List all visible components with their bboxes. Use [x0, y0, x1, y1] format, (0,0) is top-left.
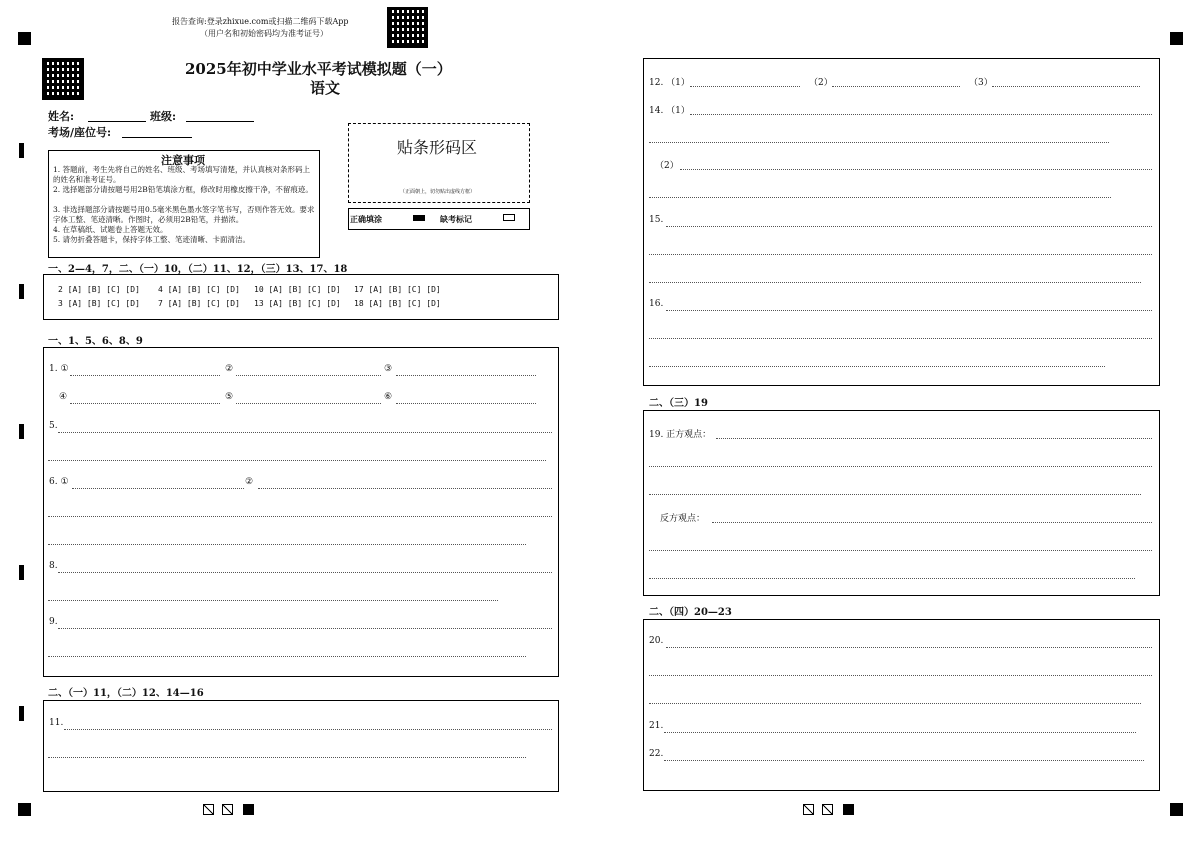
right-box-1 [643, 58, 1160, 386]
answer-line[interactable] [58, 432, 552, 433]
q15-label: 15. [649, 215, 664, 225]
name-label: 姓名: [48, 110, 75, 123]
q14-2-label: （2） [655, 161, 679, 171]
q5-label: 5. [49, 421, 58, 431]
answer-line[interactable] [649, 366, 1105, 367]
q20-label: 20. [649, 636, 664, 646]
barcode-hint: （正面朝上，切勿贴出虚线方框） [400, 189, 476, 195]
answer-line[interactable] [64, 729, 552, 730]
answer-line[interactable] [666, 226, 1152, 227]
q1-blank5-label: ⑤ [225, 392, 234, 402]
answer-line[interactable] [649, 494, 1141, 495]
corner-mark-top-right [1170, 32, 1183, 45]
answer-line[interactable] [70, 375, 220, 376]
footer-mark [222, 804, 233, 815]
answer-line[interactable] [649, 466, 1152, 467]
barcode-title: 贴条形码区 [397, 138, 478, 157]
footer-mark [243, 804, 254, 815]
fill-correct-label: 正确填涂 [350, 214, 382, 224]
answer-line[interactable] [48, 516, 552, 517]
q12-3-label: （3） [969, 78, 993, 88]
choice-box [43, 274, 559, 320]
notes-item: 2. 选择题部分请按题号用2B铅笔填涂方框，修改时用橡皮擦干净，不留痕迹。 [53, 185, 313, 194]
answer-line[interactable] [649, 550, 1152, 551]
answer-line[interactable] [48, 656, 526, 657]
answer-line[interactable] [258, 488, 552, 489]
notes-item: 3. 非选择题部分请按题号用0.5毫米黑色墨水签字笔书写，否则作答无效。要求字体工整、笔迹清晰。作图时，必须用2B铅笔，并描浓。 [53, 205, 315, 224]
section19-title: 二、（三）19 [649, 398, 708, 409]
absent-label: 缺考标记 [440, 214, 472, 224]
room-seat-field[interactable] [122, 137, 192, 138]
notes-item: 5. 请勿折叠答题卡，保持字体工整、笔迹清晰、卡面清洁。 [53, 235, 251, 244]
choice-item[interactable]: 2 [A] [B] [C] [D] [58, 285, 140, 294]
answer-line[interactable] [666, 647, 1152, 648]
q9-label: 9. [49, 617, 58, 627]
footer-mark [803, 804, 814, 815]
answer-line[interactable] [832, 86, 960, 87]
timing-mark [19, 143, 24, 158]
report-notice-line1: 报告查询:登录zhixue.com或扫描二维码下载App [172, 17, 349, 26]
answer-line[interactable] [396, 403, 536, 404]
class-label: 班级: [150, 110, 177, 123]
answer-line[interactable] [690, 114, 1152, 115]
timing-mark [19, 424, 24, 439]
q19-con-label: 反方观点： [660, 514, 706, 524]
q21-label: 21. [649, 721, 664, 731]
exam-subject: 语文 [310, 79, 341, 97]
absent-checkbox[interactable] [503, 214, 515, 221]
notes-title: 注意事项 [161, 154, 205, 167]
q1-label: 1. ① [49, 364, 69, 374]
choice-item[interactable]: 13 [A] [B] [C] [D] [254, 299, 341, 308]
section3-title: 二、（一）11，（二）12、14—16 [48, 688, 204, 699]
answer-line[interactable] [712, 522, 1152, 523]
exam-title: 2025年初中学业水平考试模拟题（一） [185, 60, 452, 78]
footer-mark [843, 804, 854, 815]
choice-item[interactable]: 7 [A] [B] [C] [D] [158, 299, 240, 308]
corner-mark-bottom-right [1170, 803, 1183, 816]
q6-blank2-label: ② [245, 477, 254, 487]
class-field[interactable] [186, 121, 254, 122]
footer-mark [822, 804, 833, 815]
qr-code-icon [42, 58, 84, 100]
right-box-3 [643, 619, 1160, 791]
corner-mark-top-left [18, 32, 31, 45]
answer-line[interactable] [58, 628, 552, 629]
choice-item[interactable]: 3 [A] [B] [C] [D] [58, 299, 140, 308]
answer-line[interactable] [649, 282, 1141, 283]
fill-sample-icon [413, 215, 425, 221]
q14-label: 14. （1） [649, 106, 690, 116]
answer-line[interactable] [716, 438, 1152, 439]
choice-item[interactable]: 17 [A] [B] [C] [D] [354, 285, 441, 294]
answer-line[interactable] [236, 375, 381, 376]
q6-label: 6. ① [49, 477, 69, 487]
footer-mark [203, 804, 214, 815]
q11-label: 11. [49, 718, 64, 728]
q12-label: 12. （1） [649, 78, 690, 88]
room-seat-label: 考场/座位号: [48, 126, 112, 139]
answer-line[interactable] [649, 338, 1152, 339]
answer-line[interactable] [48, 600, 498, 601]
answer-line[interactable] [649, 254, 1152, 255]
choice-item[interactable]: 4 [A] [B] [C] [D] [158, 285, 240, 294]
answer-line[interactable] [70, 403, 220, 404]
answer-line[interactable] [236, 403, 381, 404]
answer-line[interactable] [48, 757, 526, 758]
answer-line[interactable] [649, 197, 1111, 198]
answer-line[interactable] [649, 142, 1109, 143]
q12-2-label: （2） [809, 78, 833, 88]
answer-line[interactable] [649, 675, 1152, 676]
answer-line[interactable] [396, 375, 536, 376]
qr-code-icon [387, 7, 428, 48]
choice-item[interactable]: 10 [A] [B] [C] [D] [254, 285, 341, 294]
choice-section-title: 一、2—4，7，二、（一）10，（二）11、12，（三）13、17、18 [48, 264, 348, 275]
answer-line[interactable] [48, 544, 526, 545]
answer-line[interactable] [664, 732, 1136, 733]
answer-line[interactable] [649, 578, 1135, 579]
choice-item[interactable]: 18 [A] [B] [C] [D] [354, 299, 441, 308]
section2-title: 一、1、5、6、8、9 [48, 336, 143, 347]
timing-mark [19, 565, 24, 580]
q22-label: 22. [649, 749, 664, 759]
q1-blank6-label: ⑥ [384, 392, 393, 402]
answer-line[interactable] [680, 169, 1152, 170]
corner-mark-bottom-left [18, 803, 31, 816]
answer-line[interactable] [992, 86, 1140, 87]
answer-line[interactable] [48, 460, 546, 461]
section3-box [43, 700, 559, 792]
q19-pro-label: 19. 正方观点： [649, 430, 712, 440]
notes-item: 4. 在草稿纸、试题卷上答题无效。 [53, 225, 168, 234]
answer-line[interactable] [664, 760, 1144, 761]
q1-blank3-label: ③ [384, 364, 393, 374]
q1-blank4-label: ④ [59, 392, 68, 402]
timing-mark [19, 284, 24, 299]
q1-blank2-label: ② [225, 364, 234, 374]
answer-line[interactable] [649, 703, 1141, 704]
q16-label: 16. [649, 299, 664, 309]
answer-line[interactable] [666, 310, 1152, 311]
name-field[interactable] [88, 121, 146, 122]
timing-mark [19, 706, 24, 721]
answer-line[interactable] [72, 488, 244, 489]
report-notice-line2: （用户名和初始密码均为准考证号） [200, 29, 328, 38]
answer-line[interactable] [690, 86, 800, 87]
q8-label: 8. [49, 561, 58, 571]
answer-line[interactable] [58, 572, 552, 573]
section20-title: 二、（四）20—23 [649, 607, 732, 618]
notes-item: 1. 答题前，考生先将自己的姓名、班级、考场填写清楚，并认真核对条形码上的姓名和准考证号。 [53, 165, 311, 184]
